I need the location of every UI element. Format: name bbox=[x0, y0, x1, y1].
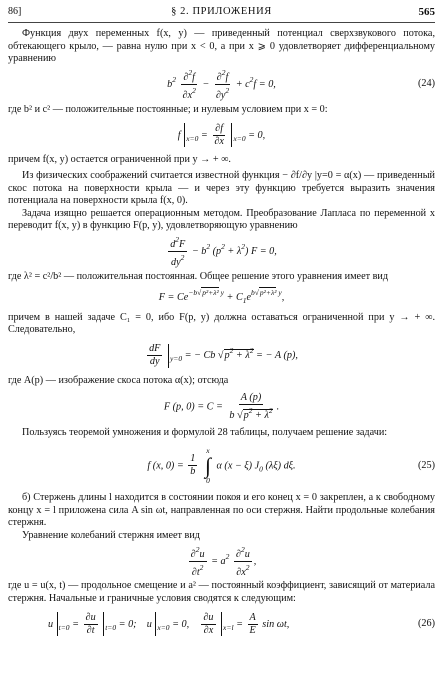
paragraph-5: Задача изящно решается операционным методом. Преобразование Лапласа по переменной x переводит f(x, y) в функцию F(p, y), удовлетворяющую уравнению bbox=[8, 207, 435, 232]
paragraph-1: Функция двух переменных f(x, y) — приведенный потенциал сверхзвукового потока, обтекающего крыло, — равна нулю при x < 0, а при x ⩾ 0 удовлетворяет дифференциальному уравнению bbox=[8, 28, 435, 65]
equation-number-25: (25) bbox=[418, 459, 435, 471]
derivative-equation: $\frac{dF}{dy}$ $_{y=0}$ = − Cb $√p^2 + \lambda^2$ = − A (p), bbox=[149, 343, 298, 368]
paragraph-8: где A(p) — изображение скоса потока α(x); отсюда bbox=[8, 374, 229, 386]
laplace-transformed-equation: $\frac{d^2F}{dy^2}$ − $b^2$ $(p^2 + \lambda^2) F = 0$, bbox=[170, 235, 277, 269]
boundary-condition-equation: f $_{x=0}$ = $\frac{\partial f}{\partial x}$ $_{x=0}$ = 0, bbox=[177, 122, 266, 147]
paragraph-11: Уравнение колебаний стержня имеет вид bbox=[22, 529, 200, 541]
paragraph-4: Из физических соображений считается известной функция − ∂f/∂y |y=0 = α(x) — приведенный скос потока на поверхности крыла — и через эту функцию требуется выразить значения потенциала на поверхности крыла f(x, 0). bbox=[8, 169, 435, 207]
equation-25: f (x, 0) = $\frac{1}{b}$ x ∫ 0 α (x − ξ) $J_0$ (λξ) dξ. (25) bbox=[147, 445, 435, 485]
paragraph-6: где λ² = c²/b² — положительная постоянная. Общее решение этого уравнения имеет вид bbox=[8, 270, 389, 282]
equation-26: u $_{t=0}$ = $\frac{\partial u}{\partial t}$ $_{t=0}$ = 0; u $_{x=0}$ = 0, $\frac{\partial u}{\partial x}$ $_{x=l}$ = $\frac{A}{E}$ sin ωt, (26) bbox=[48, 611, 435, 636]
paragraph-3: причем f(x, y) остается ограниченной при y → + ∞. bbox=[8, 154, 231, 166]
wave-equation: $\frac{\partial^2u}{\partial t^2}$ = $a^2$ $\frac{\partial^2u}{\partial x^2}$ , bbox=[190, 544, 257, 578]
equation-24: $b^2$ $\frac{\partial^2f}{\partial x^2}$ − $\frac{\partial^2f}{\partial y^2}$ + $c^2f = 0$, (24) bbox=[167, 68, 435, 102]
equation-number-26: (26) bbox=[418, 618, 435, 630]
paragraph-10: б) Стержень длины l находится в состоянии покоя и его конец x = 0 закреплен, а к свободному концу x = l приложена сила A sin ωt, направленная по оси стержня. Найти продольные колебания стержня. bbox=[8, 491, 435, 529]
general-solution-equation: $F = Ce^{-b√p^2+\lambda^2 y} + C_1e^{b√p^2+\lambda^2 y}$, bbox=[158, 288, 285, 306]
paragraph-9: Пользуясь теоремой умножения и формулой 28 таблицы, получаем решение задачи: bbox=[22, 427, 388, 439]
page-number: 565 bbox=[418, 6, 435, 18]
transform-result-equation: F (p, 0) = C = $\frac{A (p)}{b √p^2 + \lambda^2}$ . bbox=[163, 392, 280, 422]
section-title: § 2. ПРИЛОЖЕНИЯ bbox=[171, 6, 272, 17]
equation-number-24: (24) bbox=[418, 78, 435, 90]
running-header bbox=[8, 6, 435, 23]
paragraph-7: причем в нашей задаче C₁ = 0, ибо F(p, y) должна оставаться ограниченной при y → + ∞. Следовательно, bbox=[8, 311, 435, 336]
chapter-ref: 86] bbox=[8, 6, 22, 17]
paragraph-12: где u = u(x, t) — продольное смещение и a² — постоянный коэффициент, зависящий от материала стержня. Начальные и граничные условия сводятся к следующим: bbox=[8, 580, 435, 604]
paragraph-2: где b² и c² — положительные постоянные; и нулевым условием при x = 0: bbox=[8, 103, 328, 115]
